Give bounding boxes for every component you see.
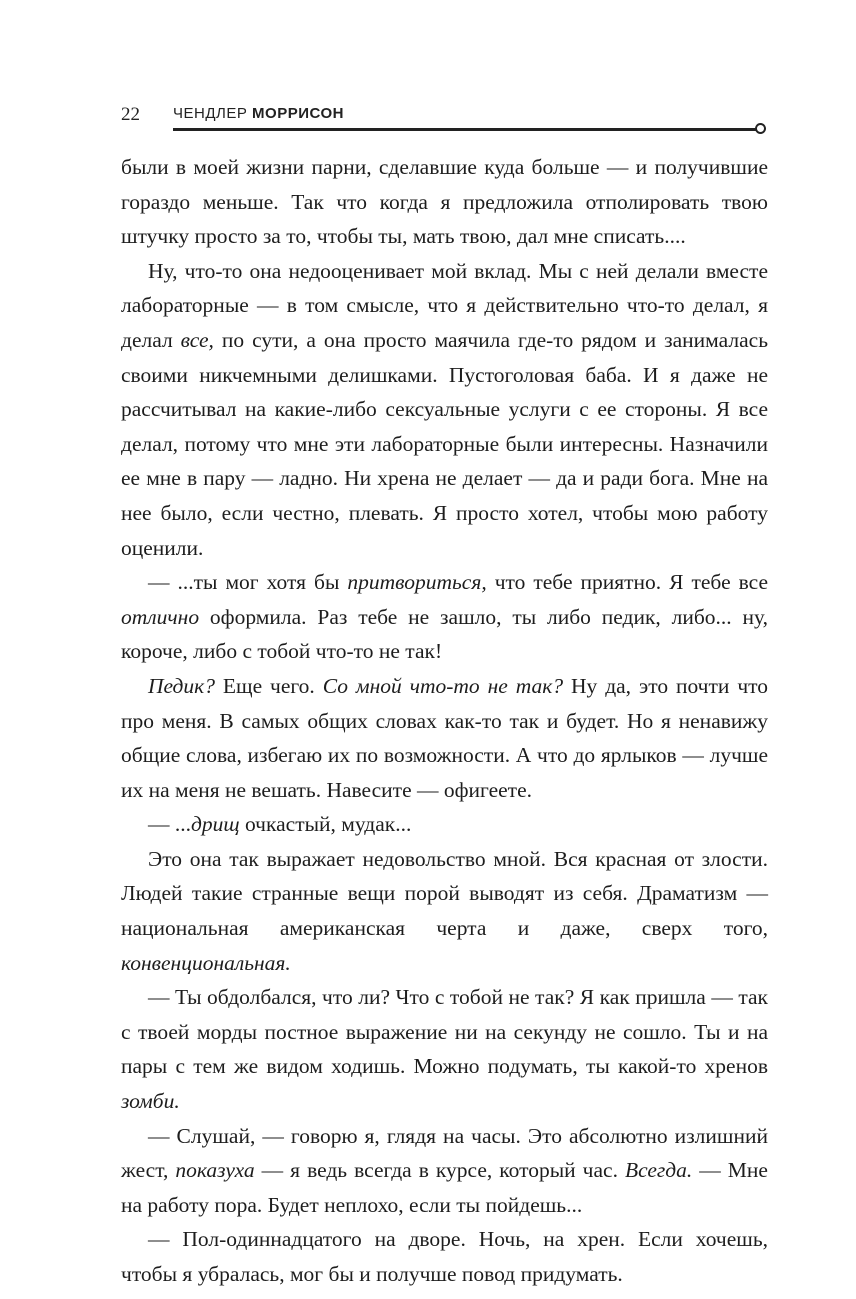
- paragraph: [121, 1222, 768, 1291]
- text-run: — Ты обдолбался, что ли? Что с тобой не так? Я как пришла — так с твоей морды постное выражение ни на секунду не сошло. Ты и на пары с тем же видом ходишь. Можно подумать, ты какой-то хренов: [121, 985, 768, 1079]
- italic-text: все,: [180, 327, 214, 352]
- text-run: — ...: [148, 812, 191, 837]
- text-run: были в моей жизни парни, сделавшие куда больше — и получившие гораздо меньше. Так что когда я предложила отполировать твою штучку просто за то, чтобы ты, мать твою, дал мне списать....: [121, 155, 768, 249]
- text-run: — я ведь всегда в курсе, который час.: [254, 1158, 625, 1183]
- paragraph: [121, 150, 768, 254]
- author-last-name: МОРРИСОН: [252, 105, 344, 122]
- paragraph: [121, 669, 768, 807]
- header-rule: [173, 128, 757, 131]
- running-header: [121, 104, 767, 134]
- paragraph: [121, 842, 768, 980]
- body-text: [121, 150, 768, 1292]
- text-run: — Мне на работу пора. Будет неплохо, если ты пойдешь...: [121, 1158, 768, 1217]
- text-run: Ну, что-то она недооценивает мой вклад. Мы с ней делали вместе лабораторные — в том смысле, что я действительно что-то делал, я делал: [121, 258, 768, 352]
- italic-text: Педик?: [148, 673, 215, 698]
- header-rule-dot: [755, 123, 766, 134]
- paragraph: [121, 807, 768, 842]
- text-run: — Слушай, — говорю я, глядя на часы. Это абсолютно излишний жест,: [121, 1123, 768, 1183]
- italic-text: дрищ: [191, 812, 240, 837]
- text-run: Еще чего.: [214, 673, 323, 698]
- text-run: — ...ты мог хотя бы: [148, 570, 348, 595]
- text-run: Это она так выражает недовольство мной. Вся красная от злости. Людей такие странные вещи порой выводят из себя. Драматизм — национальная американская черта и даже, сверх того,: [121, 846, 768, 941]
- italic-text: притвориться,: [347, 570, 487, 595]
- paragraph: [121, 565, 768, 669]
- author-name: [173, 105, 344, 122]
- text-run: по сути, а она просто маячила где-то рядом и занималась своими никчемными делишками. Пустоголовая баба. И я даже не рассчитывал на какие-либо сексуальные услуги с ее стороны. Я все делал, потому что мне эти лабораторные были интересны. Назначили ее мне в пару — ладно. Ни хрена не делает — да и ради бога. Мне на нее было, если честно, плевать. Я просто хотел, чтобы мою работу оценили.: [121, 327, 768, 560]
- italic-text: отлично: [121, 604, 200, 629]
- italic-text: Со мной что-то не так?: [322, 673, 564, 698]
- text-run: очкастый, мудак...: [239, 812, 412, 837]
- author-first-name: ЧЕНДЛЕР: [173, 105, 248, 122]
- text-run: Ну да, это почти что про меня. В самых общих словах как-то так и будет. Но я ненавижу общие слова, избегаю их по возможности. А что до ярлыков — лучше их на меня не вешать. Навесите — офигеете.: [121, 673, 768, 802]
- italic-text: показуха: [175, 1158, 255, 1183]
- text-run: оформила. Раз тебе не зашло, ты либо педик, либо... ну, короче, либо с тобой что-то не так!: [121, 604, 768, 664]
- italic-text: Всегда.: [624, 1158, 693, 1183]
- italic-text: зомби.: [121, 1089, 180, 1114]
- paragraph: [121, 254, 768, 565]
- paragraph: [121, 1119, 768, 1223]
- paragraph: [121, 980, 768, 1118]
- text-run: — Пол-одиннадцатого на дворе. Ночь, на хрен. Если хочешь, чтобы я убралась, мог бы и получше повод придумать.: [121, 1227, 768, 1286]
- text-run: что тебе приятно. Я тебе все: [486, 570, 768, 595]
- page-number: 22: [121, 104, 140, 125]
- italic-text: конвенциональная.: [121, 950, 291, 975]
